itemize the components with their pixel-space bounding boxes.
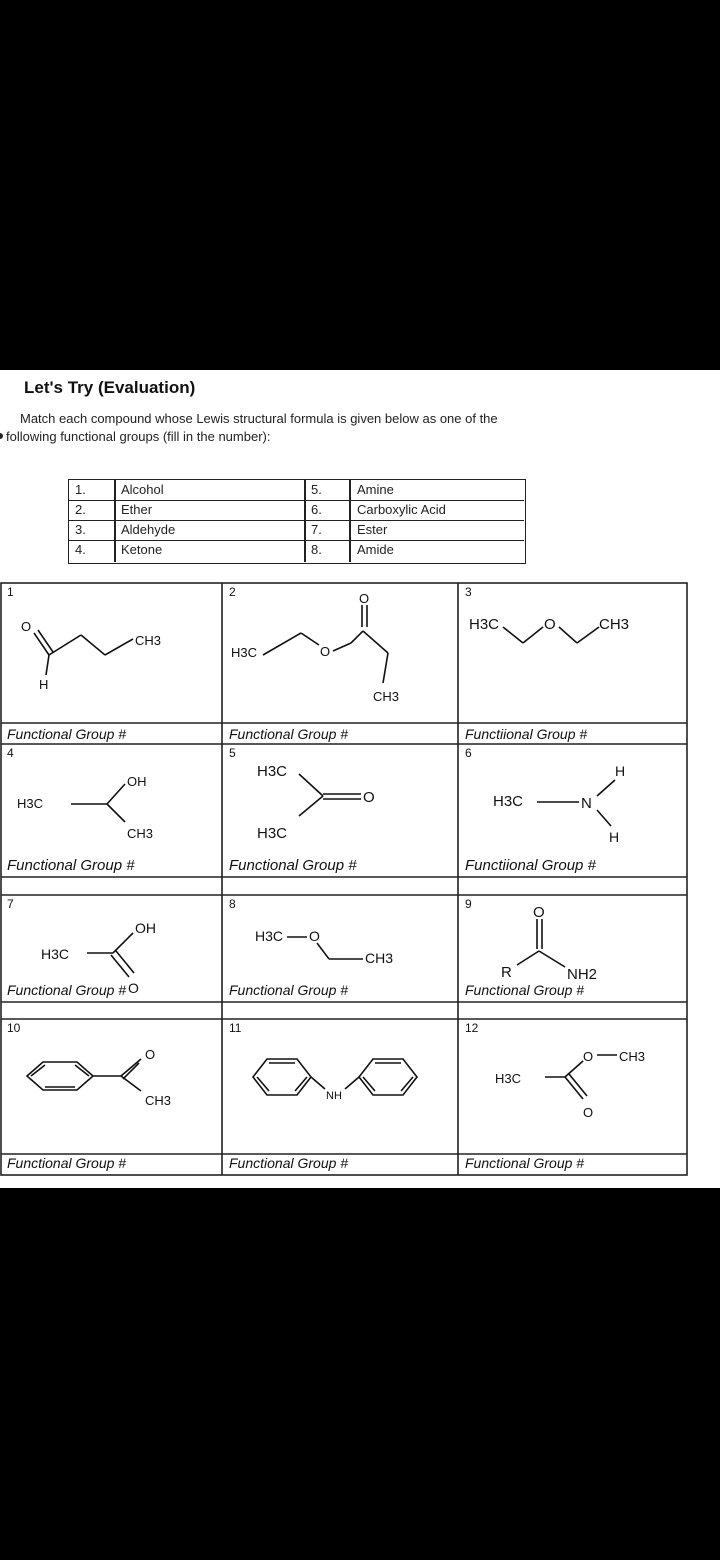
legend-label: Ketone <box>121 542 163 557</box>
legend-label: Ester <box>357 522 388 537</box>
atom-label: O <box>583 1105 594 1120</box>
alcohol-structure-icon <box>1 744 222 874</box>
atom-label: R <box>501 964 512 981</box>
ketone-structure-icon <box>223 744 458 874</box>
legend-num: 1. <box>75 482 86 497</box>
atom-label: H <box>615 763 626 779</box>
compound-cell-11 <box>223 1019 458 1175</box>
compound-number: 2 <box>229 585 236 599</box>
ester-structure-icon <box>223 583 458 723</box>
functional-group-field[interactable]: Functional Group # <box>7 1155 127 1171</box>
atom-label: O <box>359 591 370 606</box>
amine-structure-icon <box>459 744 687 874</box>
compound-number: 1 <box>7 585 14 599</box>
atom-label: H <box>609 829 620 845</box>
functional-group-field[interactable]: Functional Group # <box>7 982 127 998</box>
legend-num: 8. <box>311 542 322 557</box>
atom-label: N <box>581 795 592 812</box>
atom-label: CH3 <box>127 826 154 841</box>
atom-label: CH3 <box>599 616 630 633</box>
atom-label: H3C <box>257 763 288 780</box>
compound-cell-8 <box>223 895 458 1018</box>
atom-label: CH3 <box>373 689 400 704</box>
compound-cell-2 <box>223 583 458 743</box>
atom-label: CH3 <box>365 950 394 966</box>
atom-label: CH3 <box>145 1093 172 1108</box>
instruction-line-1: Match each compound whose Lewis structural formula is given below as one of the <box>20 411 498 426</box>
atom-label: NH <box>326 1090 342 1102</box>
atom-label: O <box>128 980 139 996</box>
atom-label: O <box>363 789 375 806</box>
compound-cell-6 <box>459 744 687 894</box>
atom-label: CH3 <box>135 633 162 648</box>
atom-label: OH <box>127 774 147 789</box>
functional-group-field[interactable]: Functional Group # <box>229 982 349 998</box>
compound-number: 11 <box>229 1021 242 1035</box>
ether-structure-icon <box>459 583 687 723</box>
atom-label: H3C <box>493 793 524 810</box>
page-title: Let's Try (Evaluation) <box>24 378 196 397</box>
compound-cell-5 <box>223 744 458 894</box>
atom-label: OH <box>135 920 156 936</box>
legend-num: 5. <box>311 482 322 497</box>
compound-number: 7 <box>7 897 14 911</box>
compound-cell-12 <box>459 1019 687 1175</box>
atom-label: H3C <box>257 825 288 842</box>
atom-label: H <box>39 677 49 692</box>
compound-cell-9 <box>459 895 687 1018</box>
atom-label: H3C <box>495 1071 522 1086</box>
atom-label: CH3 <box>619 1049 646 1064</box>
functional-group-field[interactable]: Functional Group # <box>465 1155 585 1171</box>
compound-number: 4 <box>7 746 14 760</box>
atom-label: H3C <box>255 928 284 944</box>
compound-cell-4 <box>1 744 222 894</box>
atom-label: H3C <box>17 796 44 811</box>
functional-group-field[interactable]: Functional Group # <box>465 982 585 998</box>
compound-number: 3 <box>465 585 472 599</box>
atom-label: H3C <box>231 645 258 660</box>
legend-num: 4. <box>75 542 86 557</box>
atom-label: O <box>309 928 320 944</box>
functional-group-field[interactable]: Functiional Group # <box>465 857 596 874</box>
compound-number: 5 <box>229 746 236 760</box>
compound-grid <box>0 582 688 1177</box>
functional-group-field[interactable]: Functional Group # <box>7 726 127 742</box>
compound-cell-10 <box>1 1019 222 1175</box>
atom-label: H3C <box>469 616 500 633</box>
compound-number: 12 <box>465 1021 479 1035</box>
legend-num: 2. <box>75 502 86 517</box>
atom-label: O <box>533 904 545 921</box>
atom-label: O <box>21 619 32 634</box>
compound-cell-7 <box>1 895 222 1018</box>
legend-label: Ether <box>121 502 153 517</box>
legend-label: Carboxylic Acid <box>357 502 446 517</box>
atom-label: H3C <box>41 946 70 962</box>
compound-number: 6 <box>465 746 472 760</box>
functional-group-legend <box>68 479 526 564</box>
atom-label: O <box>583 1049 594 1064</box>
compound-number: 10 <box>7 1021 21 1035</box>
functional-group-field[interactable]: Functiional Group # <box>465 726 588 742</box>
compound-cell-3 <box>459 583 687 743</box>
legend-label: Amine <box>357 482 394 497</box>
bullet-icon <box>0 433 3 439</box>
atom-label: NH2 <box>567 966 598 983</box>
atom-label: O <box>145 1047 156 1062</box>
worksheet <box>0 370 720 1188</box>
compound-cell-1 <box>1 583 222 743</box>
functional-group-field[interactable]: Functional Group # <box>229 857 357 874</box>
ketone-structure-icon <box>1 1019 222 1154</box>
functional-group-field[interactable]: Functional Group # <box>229 1155 349 1171</box>
legend-label: Aldehyde <box>121 522 176 537</box>
legend-label: Amide <box>357 542 394 557</box>
functional-group-field[interactable]: Functional Group # <box>229 726 349 742</box>
instruction-line-2: following functional groups (fill in the number): <box>6 429 271 444</box>
ester-structure-icon <box>459 1019 687 1154</box>
legend-num: 6. <box>311 502 322 517</box>
aldehyde-structure-icon <box>1 583 222 723</box>
legend-num: 3. <box>75 522 86 537</box>
atom-label: O <box>544 616 556 633</box>
compound-number: 9 <box>465 897 472 911</box>
amine-structure-icon <box>223 1019 458 1154</box>
legend-num: 7. <box>311 522 322 537</box>
atom-label: O <box>320 644 331 659</box>
functional-group-field[interactable]: Functional Group # <box>7 857 135 874</box>
compound-number: 8 <box>229 897 236 911</box>
legend-label: Alcohol <box>121 482 164 497</box>
